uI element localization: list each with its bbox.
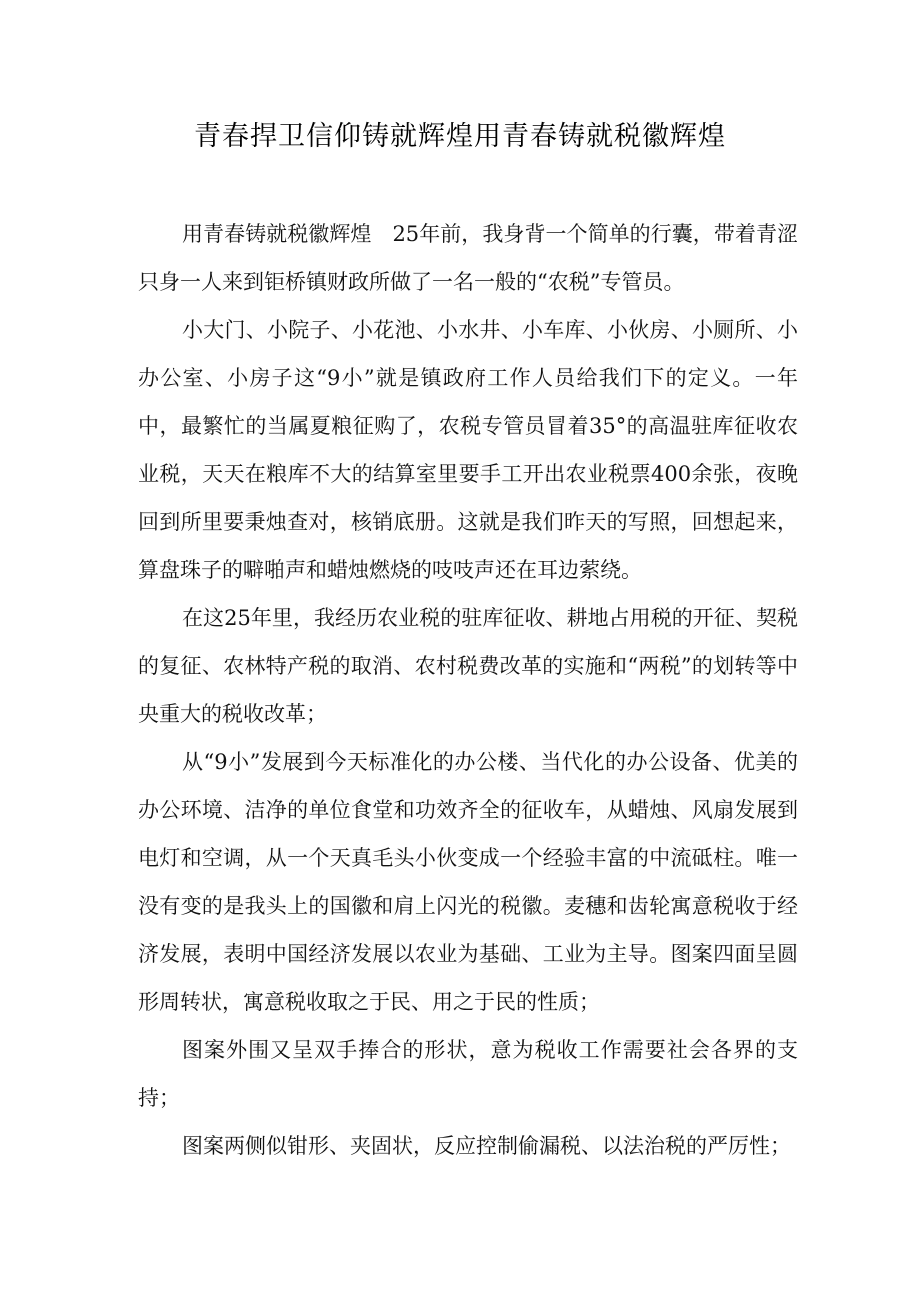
paragraph-tax-reforms: 在这25年里，我经历农业税的驻库征收、耕地占用税的开征、契税的复征、农林特产税的取消、农村税费改革的实施和“两税”的划转等中央重大的税收改革； — [138, 606, 798, 726]
document-body — [138, 210, 798, 1170]
paragraph-emblem-pincers: 图案两侧似钳形、夹固状，反应控制偷漏税、以法治税的严厉性； — [182, 1134, 791, 1158]
document-title: 青春捍卫信仰铸就辉煌用青春铸就税徽辉煌 — [194, 121, 726, 152]
paragraph-intro: 用青春铸就税徽辉煌 25年前，我身背一个简单的行囊，带着青涩只身一人来到钜桥镇财政所做了一名一般的“农税”专管员。 — [138, 222, 798, 294]
paragraph-development: 从“9小”发展到今天标准化的办公楼、当代化的办公设备、优美的办公环境、洁净的单位食堂和功效齐全的征收车，从蜡烛、风扇发展到电灯和空调，从一个天真毛头小伙变成一个经验丰富的中流砥柱。唯一没有变的是我头上的国徽和肩上闪光的税徽。麦穗和齿轮寓意税收于经济发展，表明中国经济发展以农业为基础、工业为主导。图案四面呈圆形周转状，寓意税收取之于民、用之于民的性质； — [138, 750, 798, 1014]
paragraph-emblem-hands: 图案外围又呈双手捧合的形状，意为税收工作需要社会各界的支持； — [138, 1038, 798, 1110]
paragraph-nine-small: 小大门、小院子、小花池、小水井、小车库、小伙房、小厕所、小办公室、小房子这“9小”就是镇政府工作人员给我们下的定义。一年中，最繁忙的当属夏粮征购了，农税专管员冒着35°的高温驻库征收农业税，天天在粮库不大的结算室里要手工开出农业税票400余张，夜晚回到所里要秉烛查对，核销底册。这就是我们昨天的写照，回想起来，算盘珠子的噼啪声和蜡烛燃烧的吱吱声还在耳边萦绕。 — [138, 318, 798, 582]
